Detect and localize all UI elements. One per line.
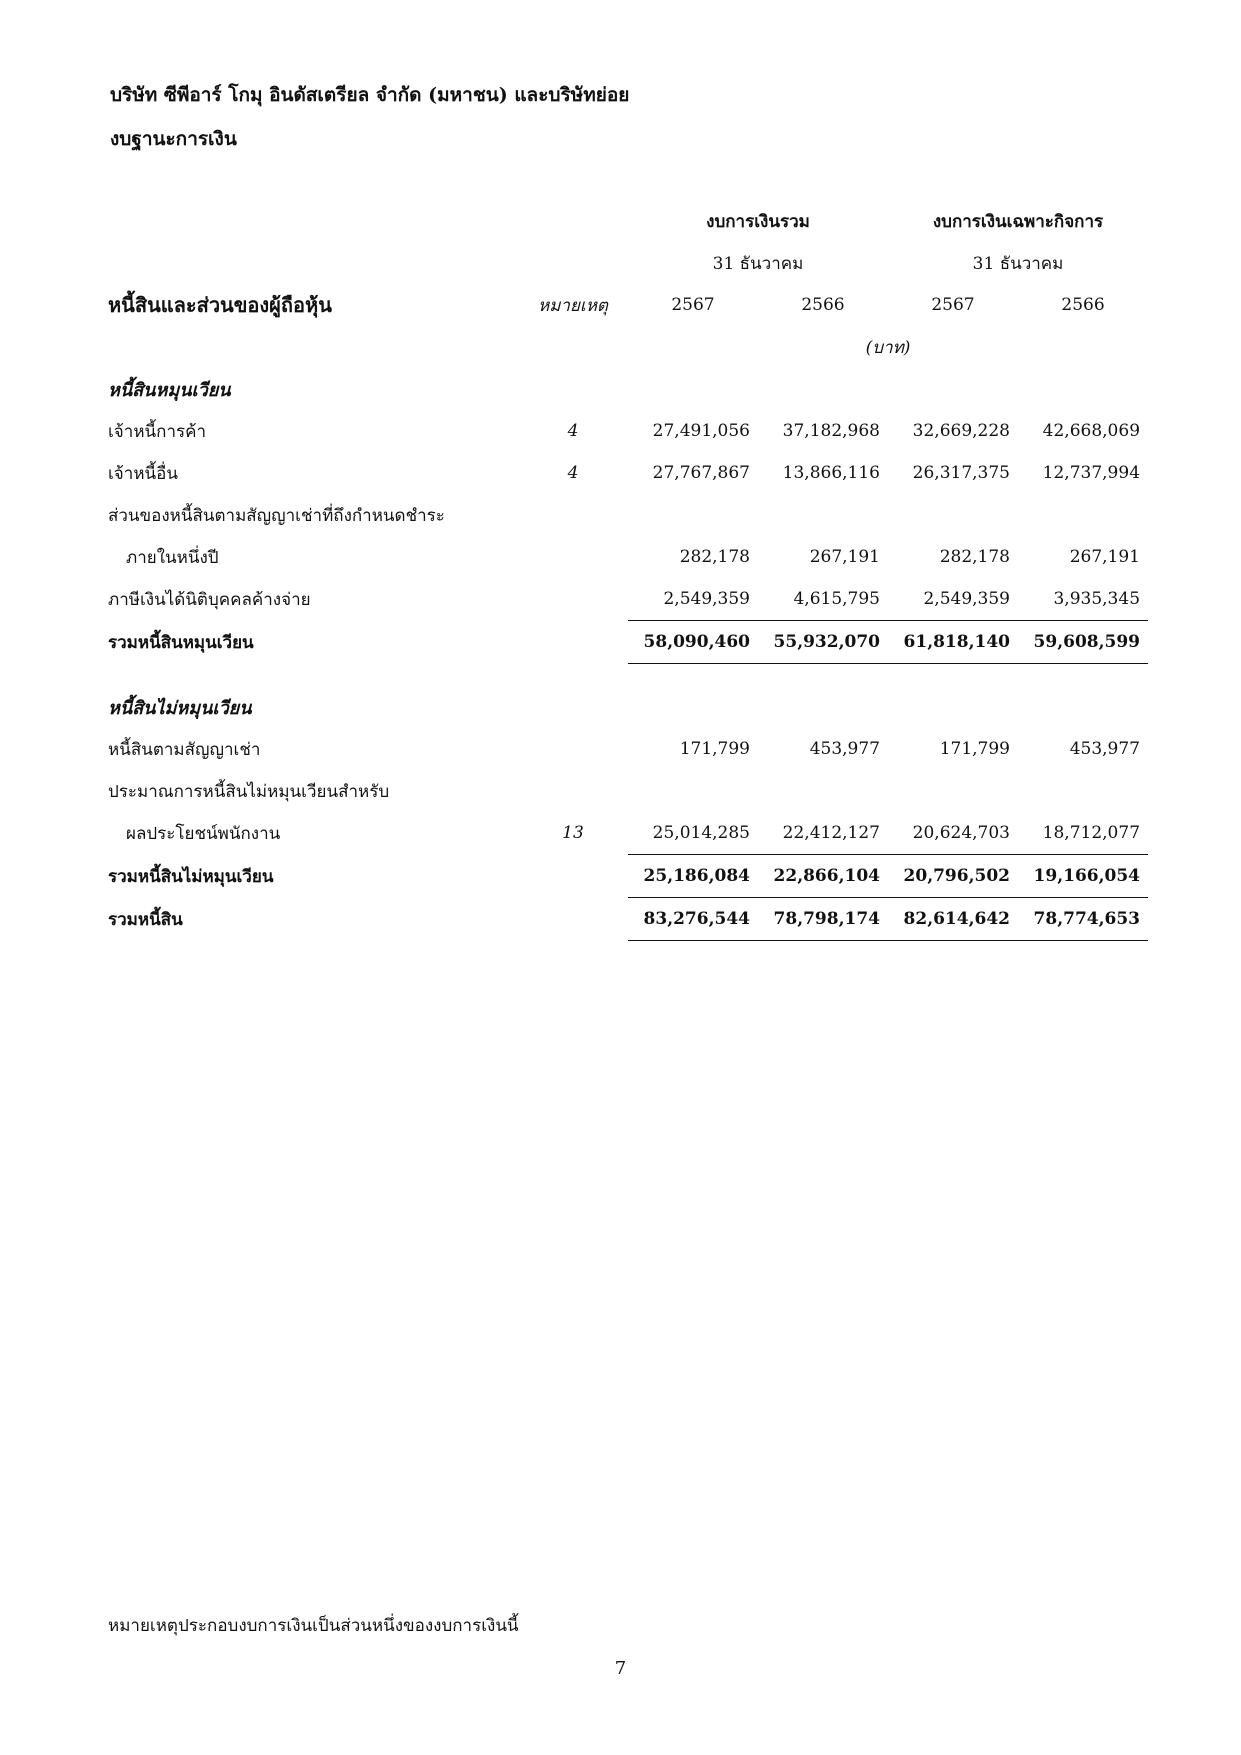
total-noncurrent-row [108, 855, 1148, 898]
footer-note: หมายเหตุประกอบงบการเงินเป็นส่วนหนึ่งของงบการเงินนี้ [108, 1616, 519, 1636]
value-cell: 453,977 [1069, 739, 1141, 759]
row-note: 4 [567, 421, 579, 441]
value-cell: 267,191 [1069, 547, 1141, 567]
total-cell: 58,090,460 [628, 621, 758, 664]
table-row [108, 812, 1148, 855]
grand-total-cell: 83,276,544 [628, 898, 758, 941]
year-header: 2566 [801, 295, 845, 315]
value-cell: 27,767,867 [652, 463, 750, 483]
row-note [518, 536, 628, 578]
group-separate: งบการเงินเฉพาะกิจการ [932, 211, 1104, 232]
value-cell: 22,412,127 [758, 812, 888, 855]
table-row [108, 410, 1148, 452]
table-row [108, 770, 1148, 812]
note-header: หมายเหตุ [538, 295, 608, 316]
value-cell: 25,014,285 [628, 812, 758, 855]
value-cell: 282,178 [679, 547, 750, 567]
year-header: 2567 [671, 295, 715, 315]
total-cell: 20,796,502 [888, 855, 1018, 898]
row-label: เจ้าหนี้การค้า [108, 421, 207, 442]
value-cell: 453,977 [809, 739, 880, 759]
value-cell: 32,669,228 [912, 421, 1010, 441]
date-header-row [108, 242, 1148, 284]
current-section-title: หนี้สินหมุนเวียน [108, 379, 231, 401]
total-label: รวมหนี้สินไม่หมุนเวียน [108, 866, 274, 887]
total-cell: 19,166,054 [1018, 855, 1148, 898]
value-cell: 27,491,056 [652, 421, 750, 441]
unit-label: (บาท) [865, 337, 911, 358]
row-label: ประมาณการหนี้สินไม่หมุนเวียนสำหรับ [108, 781, 390, 802]
date-separate: 31 ธันวาคม [972, 253, 1064, 274]
section-current-row [108, 368, 1148, 410]
total-cell: 55,932,070 [758, 621, 888, 664]
row-label: ภาษีเงินได้นิติบุคคลค้างจ่าย [108, 589, 311, 610]
year-header: 2567 [931, 295, 975, 315]
grand-total-cell: 78,774,653 [1018, 898, 1148, 941]
value-cell: 4,615,795 [758, 578, 888, 621]
table-row [108, 452, 1148, 494]
value-cell: 2,549,359 [888, 578, 1018, 621]
row-label: ภายในหนึ่งปี [126, 547, 219, 568]
spacer-row [108, 664, 1148, 687]
value-cell: 18,712,077 [1018, 812, 1148, 855]
column-title-row [108, 284, 1148, 326]
balance-sheet-table [108, 200, 1148, 941]
value-cell: 282,178 [939, 547, 1010, 567]
grand-total-cell: 78,798,174 [758, 898, 888, 941]
section-title: หนี้สินและส่วนของผู้ถือหุ้น [108, 293, 332, 317]
value-cell: 26,317,375 [912, 463, 1010, 483]
value-cell: 171,799 [939, 739, 1010, 759]
statement-title: งบฐานะการเงิน [110, 128, 237, 150]
row-note [518, 578, 628, 621]
noncurrent-section-title: หนี้สินไม่หมุนเวียน [108, 697, 252, 719]
group-header-row [108, 200, 1148, 242]
total-cell: 61,818,140 [888, 621, 1018, 664]
section-noncurrent-row [108, 686, 1148, 728]
table-row [108, 578, 1148, 621]
total-current-row [108, 621, 1148, 664]
row-label: ส่วนของหนี้สินตามสัญญาเช่าที่ถึงกำหนดชำระ [108, 505, 445, 526]
value-cell: 42,668,069 [1042, 421, 1141, 441]
table-row [108, 494, 1148, 536]
value-cell: 37,182,968 [782, 421, 880, 441]
company-name: บริษัท ซีพีอาร์ โกมุ อินดัสเตรียล จำกัด (มหาชน) และบริษัทย่อย [110, 84, 630, 106]
year-header: 2566 [1061, 295, 1105, 315]
value-cell: 3,935,345 [1018, 578, 1148, 621]
value-cell: 12,737,994 [1042, 463, 1141, 483]
total-cell: 59,608,599 [1018, 621, 1148, 664]
table-row [108, 536, 1148, 578]
value-cell: 171,799 [679, 739, 750, 759]
group-consolidated: งบการเงินรวม [706, 211, 810, 232]
date-consolidated: 31 ธันวาคม [712, 253, 804, 274]
row-label: ผลประโยชน์พนักงาน [126, 823, 281, 844]
grand-total-cell: 82,614,642 [888, 898, 1018, 941]
total-label: รวมหนี้สินหมุนเวียน [108, 632, 254, 653]
row-label: หนี้สินตามสัญญาเช่า [108, 739, 261, 760]
row-note: 4 [567, 463, 579, 483]
value-cell: 267,191 [809, 547, 880, 567]
table-row [108, 728, 1148, 770]
unit-row [108, 326, 1148, 368]
page-number: 7 [614, 1658, 627, 1679]
total-label: รวมหนี้สิน [108, 909, 183, 930]
row-label: เจ้าหนี้อื่น [108, 463, 178, 484]
total-cell: 22,866,104 [758, 855, 888, 898]
value-cell: 13,866,116 [782, 463, 880, 483]
row-note [518, 728, 628, 770]
value-cell: 20,624,703 [888, 812, 1018, 855]
value-cell: 2,549,359 [628, 578, 758, 621]
row-note: 13 [562, 823, 584, 844]
total-liabilities-row [108, 898, 1148, 941]
total-cell: 25,186,084 [628, 855, 758, 898]
